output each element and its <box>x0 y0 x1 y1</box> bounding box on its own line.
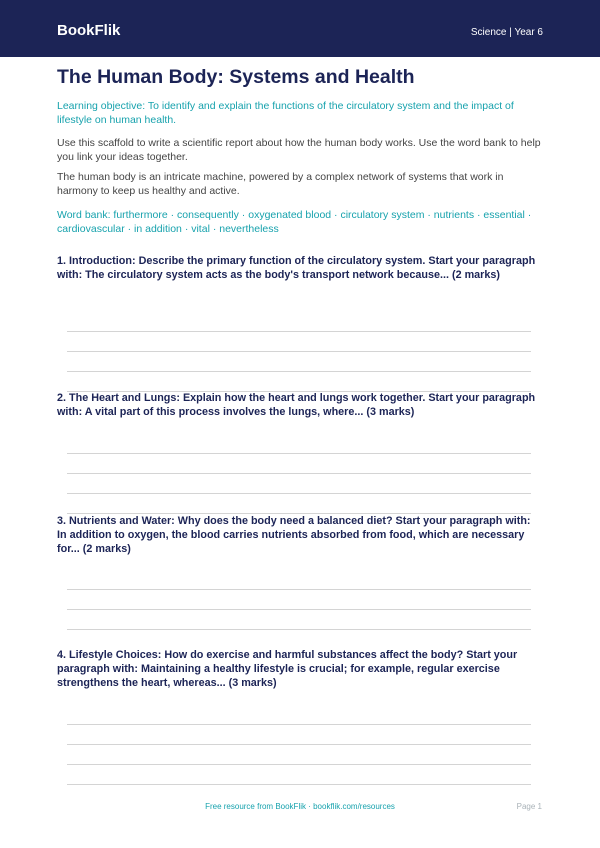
brand-logo-text: BookFlik <box>57 22 121 39</box>
page-number: Page 1 <box>516 802 542 811</box>
answer-line[interactable] <box>67 351 531 352</box>
learning-objective: Learning objective: To identify and explain the functions of the circulatory system and the impact of lifestyle on human health. <box>57 100 514 126</box>
answer-line[interactable] <box>67 784 531 785</box>
answer-line[interactable] <box>67 331 531 332</box>
answer-line[interactable] <box>67 629 531 630</box>
answer-line[interactable] <box>67 453 531 454</box>
answer-line[interactable] <box>67 493 531 494</box>
subject-year-label: Science | Year 6 <box>470 27 543 38</box>
instructions: Use this scaffold to write a scientific report about how the human body works. Use the word bank to help you link your ideas together. <box>57 137 541 163</box>
answer-line[interactable] <box>67 371 531 372</box>
question-4: 4. Lifestyle Choices: How do exercise and harmful substances affect the body? Start your paragraph with: Maintaining a healthy lifestyle is crucial; for example, regular exercise strengthens the heart, whereas... (3 marks) <box>57 649 518 689</box>
question-1: 1. Introduction: Describe the primary function of the circulatory system. Start your paragraph with: The circulatory system acts as the body's transport network because... (2 marks) <box>57 255 536 281</box>
intro-paragraph: The human body is an intricate machine, powered by a complex network of systems that work in harmony to keep us healthy and active. <box>57 171 504 197</box>
question-2: 2. The Heart and Lungs: Explain how the heart and lungs work together. Start your paragraph with: A vital part of this process involves the lungs, where... (3 marks) <box>57 392 536 418</box>
question-3: 3. Nutrients and Water: Why does the body need a balanced diet? Start your paragraph with: In addition to oxygen, the blood carries nutrients absorbed from food, which are necessary for... (2 marks) <box>57 515 531 555</box>
answer-line[interactable] <box>67 609 531 610</box>
answer-line[interactable] <box>67 724 531 725</box>
answer-line[interactable] <box>67 764 531 765</box>
answer-line[interactable] <box>67 473 531 474</box>
footer-resource-link[interactable]: Free resource from BookFlik · bookflik.com/resources <box>205 802 395 811</box>
header-bar <box>0 0 600 57</box>
answer-line[interactable] <box>67 744 531 745</box>
answer-line[interactable] <box>67 589 531 590</box>
word-bank: Word bank: furthermore · consequently · oxygenated blood · circulatory system · nutrients · essential · cardiovascular · in addition · vital · nevertheless <box>57 209 532 235</box>
page-title: The Human Body: Systems and Health <box>57 66 415 88</box>
